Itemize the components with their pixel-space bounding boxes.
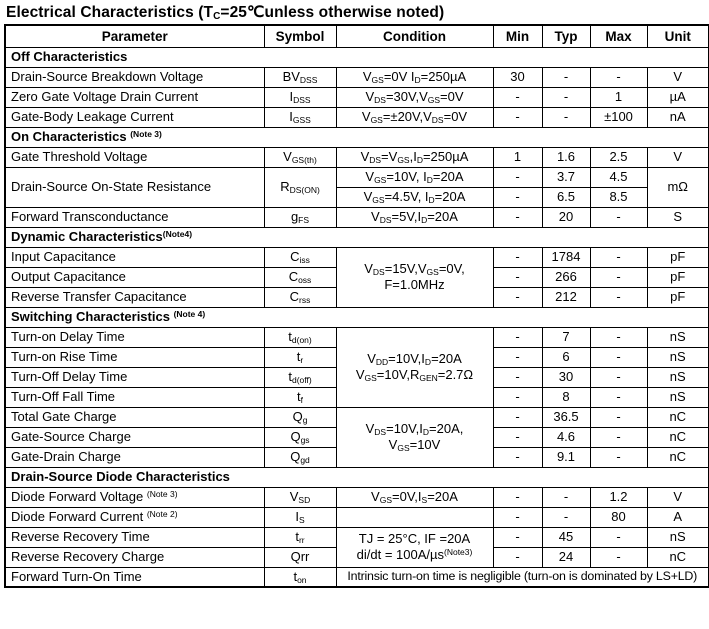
min-cell: - [493,367,542,387]
min-cell: - [493,507,542,527]
section-header: Drain-Source Diode Characteristics [5,467,709,487]
symbol-cell: $t_{rr}$ [264,527,336,547]
typ-cell: 4.6 [542,427,590,447]
unit-cell: nS [647,527,709,547]
section-row [5,467,709,487]
max-cell: - [590,407,647,427]
parameter-cell: Turn-on Rise Time [5,347,264,367]
unit-cell: µA [647,87,709,107]
condition-cell: Intrinsic turn-on time is negligible (turn-on is dominated by LS+LD) [336,567,709,587]
table-row [5,407,709,427]
max-cell: - [590,527,647,547]
parameter-cell: Forward Transconductance [5,207,264,227]
typ-cell: - [542,487,590,507]
unit-cell: nC [647,427,709,447]
min-cell: - [493,187,542,207]
parameter-cell: Drain-Source Breakdown Voltage [5,67,264,87]
max-cell: - [590,247,647,267]
column-header-min: Min [493,25,542,47]
table-row [5,87,709,107]
unit-cell: pF [647,267,709,287]
typ-cell: 266 [542,267,590,287]
section-row [5,127,709,147]
max-cell: ±100 [590,107,647,127]
min-cell: - [493,487,542,507]
symbol-cell: $I_{GSS}$ [264,107,336,127]
typ-cell: 8 [542,387,590,407]
min-cell: 30 [493,67,542,87]
unit-cell: A [647,507,709,527]
symbol-cell: $I_{DSS}$ [264,87,336,107]
max-cell: 4.5 [590,167,647,187]
symbol-cell: $Q_g$ [264,407,336,427]
symbol-cell: $Q_{gd}$ [264,447,336,467]
characteristics-table [4,24,709,588]
unit-cell: V [647,487,709,507]
table-row [5,207,709,227]
condition-cell: $V_{DS}=V_{GS},I_D=250\mu A$ [336,147,493,167]
symbol-cell: $V_{GS(th)}$ [264,147,336,167]
min-cell: - [493,547,542,567]
max-cell: 1 [590,87,647,107]
parameter-cell: Drain-Source On-State Resistance [5,167,264,207]
typ-cell: 1.6 [542,147,590,167]
max-cell: 2.5 [590,147,647,167]
parameter-cell: Diode Forward Voltage $^{(Note 3)}$ [5,487,264,507]
min-cell: - [493,267,542,287]
parameter-cell: Reverse Recovery Time [5,527,264,547]
max-cell: 1.2 [590,487,647,507]
min-cell: - [493,87,542,107]
table-row [5,327,709,347]
symbol-cell: $g_{FS}$ [264,207,336,227]
condition-cell [336,507,493,527]
typ-cell: 20 [542,207,590,227]
typ-cell: 6 [542,347,590,367]
min-cell: - [493,427,542,447]
table-header [5,25,709,47]
column-header-parameter: Parameter [5,25,264,47]
max-cell: - [590,207,647,227]
section-row [5,227,709,247]
min-cell: - [493,287,542,307]
condition-cell: $V_{GS}=4.5V$, $I_D=20A$ [336,187,493,207]
column-header-max: Max [590,25,647,47]
table-row [5,147,709,167]
max-cell: - [590,67,647,87]
symbol-cell: $BV_{DSS}$ [264,67,336,87]
parameter-cell: Turn-Off Fall Time [5,387,264,407]
parameter-cell: Gate-Source Charge [5,427,264,447]
section-row [5,307,709,327]
symbol-cell: Qrr [264,547,336,567]
unit-cell: mΩ [647,167,709,207]
typ-cell: - [542,507,590,527]
unit-cell: pF [647,247,709,267]
typ-cell: 1784 [542,247,590,267]
condition-cell: $V_{GS}=0V$ $I_D=250\mu A$ [336,67,493,87]
parameter-cell: Gate Threshold Voltage [5,147,264,167]
symbol-cell: $C_{iss}$ [264,247,336,267]
parameter-cell: Diode Forward Current $^{(Note 2)}$ [5,507,264,527]
typ-cell: 212 [542,287,590,307]
column-header-unit: Unit [647,25,709,47]
min-cell: - [493,447,542,467]
typ-cell: 36.5 [542,407,590,427]
symbol-cell: $C_{oss}$ [264,267,336,287]
table-body [5,47,709,587]
table-row [5,67,709,87]
unit-cell: S [647,207,709,227]
symbol-cell: $t_{d(on)}$ [264,327,336,347]
parameter-cell: Zero Gate Voltage Drain Current [5,87,264,107]
condition-cell: $V_{DD}=10V,I_D=20A$ $V_{GS}=10V,R_{GEN}=2.7\Omega$ [336,327,493,407]
max-cell: - [590,347,647,367]
section-header: Switching Characteristics $^{(Note 4)}$ [5,307,709,327]
typ-cell: 30 [542,367,590,387]
symbol-cell: $t_{on}$ [264,567,336,587]
table-row [5,487,709,507]
min-cell: - [493,167,542,187]
typ-cell: - [542,107,590,127]
unit-cell: nS [647,367,709,387]
section-header: Dynamic Characteristics$^{(Note4)}$ [5,227,709,247]
typ-cell: - [542,87,590,107]
parameter-cell: Gate-Body Leakage Current [5,107,264,127]
condition-cell: $V_{DS}=5V,I_D=20A$ [336,207,493,227]
section-header: Off Characteristics [5,47,709,67]
typ-cell: 24 [542,547,590,567]
max-cell: - [590,547,647,567]
table-row [5,527,709,547]
typ-cell: 6.5 [542,187,590,207]
table-row [5,567,709,587]
column-header-condition: Condition [336,25,493,47]
max-cell: - [590,327,647,347]
unit-cell: V [647,147,709,167]
max-cell: - [590,367,647,387]
unit-cell: nC [647,407,709,427]
symbol-cell: $V_{SD}$ [264,487,336,507]
min-cell: - [493,107,542,127]
min-cell: - [493,527,542,547]
condition-cell: TJ = 25°C, IF =20A di/dt = 100A/µs$^{(Note3)}$ [336,527,493,567]
max-cell: - [590,267,647,287]
unit-cell: nS [647,327,709,347]
unit-cell: nC [647,447,709,467]
table-row [5,167,709,187]
max-cell: - [590,287,647,307]
page-title: Electrical Characteristics ($T_C=25℃unless$ otherwise noted) [6,4,445,22]
max-cell: 80 [590,507,647,527]
symbol-cell: $C_{rss}$ [264,287,336,307]
unit-cell: nC [647,547,709,567]
parameter-cell: Input Capacitance [5,247,264,267]
header-row [5,25,709,47]
typ-cell: 9.1 [542,447,590,467]
condition-cell: $V_{DS}=30V,V_{GS}=0V$ [336,87,493,107]
condition-cell: $V_{GS}=0V,I_S=20A$ [336,487,493,507]
table-row [5,247,709,267]
symbol-cell: $t_{d(off)}$ [264,367,336,387]
min-cell: - [493,247,542,267]
max-cell: - [590,447,647,467]
parameter-cell: Reverse Recovery Charge [5,547,264,567]
table-row [5,107,709,127]
condition-cell: $V_{GS}=\pm 20V,V_{DS}=0V$ [336,107,493,127]
condition-cell: $V_{DS}=10V,I_D=20A$, $V_{GS}=10V$ [336,407,493,467]
typ-cell: 45 [542,527,590,547]
min-cell: 1 [493,147,542,167]
condition-cell: $V_{DS}=15V,V_{GS}=0V$, F=1.0MHz [336,247,493,307]
symbol-cell: $t_r$ [264,347,336,367]
condition-cell: $V_{GS}=10V$, $I_D=20A$ [336,167,493,187]
parameter-cell: Output Capacitance [5,267,264,287]
unit-cell: pF [647,287,709,307]
parameter-cell: Reverse Transfer Capacitance [5,287,264,307]
column-header-symbol: Symbol [264,25,336,47]
column-header-typ: Typ [542,25,590,47]
symbol-cell: $R_{DS(ON)}$ [264,167,336,207]
min-cell: - [493,347,542,367]
max-cell: - [590,387,647,407]
max-cell: - [590,427,647,447]
min-cell: - [493,407,542,427]
parameter-cell: Turn-Off Delay Time [5,367,264,387]
table-row [5,507,709,527]
parameter-cell: Gate-Drain Charge [5,447,264,467]
typ-cell: 3.7 [542,167,590,187]
min-cell: - [493,207,542,227]
section-header: On Characteristics $^{(Note 3)}$ [5,127,709,147]
unit-cell: nS [647,347,709,367]
typ-cell: 7 [542,327,590,347]
min-cell: - [493,327,542,347]
typ-cell: - [542,67,590,87]
symbol-cell: $Q_{gs}$ [264,427,336,447]
min-cell: - [493,387,542,407]
unit-cell: nA [647,107,709,127]
max-cell: 8.5 [590,187,647,207]
unit-cell: V [647,67,709,87]
section-row [5,47,709,67]
unit-cell: nS [647,387,709,407]
parameter-cell: Total Gate Charge [5,407,264,427]
parameter-cell: Turn-on Delay Time [5,327,264,347]
parameter-cell: Forward Turn-On Time [5,567,264,587]
symbol-cell: $t_f$ [264,387,336,407]
symbol-cell: $I_S$ [264,507,336,527]
